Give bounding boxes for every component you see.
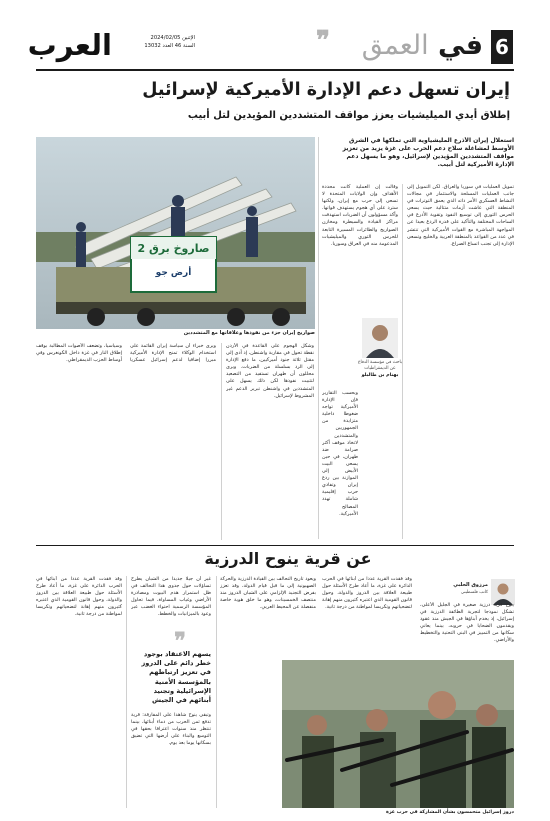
author2-name: مرزوق الحلبي [453, 582, 488, 588]
section-title [333, 30, 483, 66]
author-name: بهنام بن طالبلو [361, 373, 399, 378]
article2-column-1: ينوح قرية درزية صغيرة في الجليل الأعلى، تشكل نموذجا لتجربة الطائفة الدرزية في إسرائيل، إذ يخدم أبناؤها في الجيش منذ عقود ويقدمون الضحايا في حروبه، بينما يعاني سكانها من التمييز في البنى التحتية والتخطيط والأراضي. [420, 602, 514, 644]
article1-column-5: ويرى خبراء أن سياسة إيران القائمة على استخدام الوكلاء تمنح الإدارة الأميركية مبررا إضافيا لدعم إسرائيل عسكريا وسياسيا، وتضعف الأصوات المطالبة بوقف إطلاق النار في غزة داخل الكونغرس وفي أوساط الحزب الديمقراطي. [36, 343, 216, 364]
article2-column-2: وقد فقدت القرية عددا من أبنائها في الحرب الدائرة على غزة، ما أعاد طرح الأسئلة حول طبيعة العلاقة بين الدروز والدولة، وحول قانون القومية الذي اعتبره كثيرون منهم إهانة لتضحياتهم وتكريسا لمواطنة من درجة ثانية. [322, 576, 412, 611]
missile-sign-text: صاروخ برق 2 [137, 242, 210, 255]
quote-mark-icon: ❞ [316, 26, 330, 56]
column-divider [126, 576, 127, 808]
missile-photo [36, 137, 315, 329]
article1-column-1: تمويل العمليات في سوريا والعراق. لكن التمويل إلى جانب العمليات المسلحة والاستثمار في مجالات النشاط العسكري الأمر ذاته الذي يعمق التوترات في المنطقة التي عاشت أزمات متتالية حيث يسعى الحرس الثوري إلى توسيع النفوذ وتقوية الأذرع في الساحات المختلفة والتأكيد على قدرة الردع بعيدا عن المواجهة المباشرة مع القوات الأميركية التي تنتشر في عدد من القواعد بالمنطقة العربية والخليج وتسعى الإدارة إلى تجنب اتساع الصراع. [407, 184, 514, 247]
article1-column-4: وشكل الهجوم على القاعدة في الأردن نقطة تحول في مقاربة واشنطن، إذ أدى إلى مقتل ثلاثة جنود أميركيين، ما دفع الإدارة إلى الرد بسلسلة من الضربات. ويرى محللون أن طهران تستفيد من التصعيد لتثبيت نفوذها لكن ذلك يسهل على المتشددين في واشنطن تبرير الدعم غير المشروط لإسرائيل. [226, 343, 314, 399]
author2-role: كاتب فلسطيني [460, 590, 488, 595]
article1-column-3: وبحسب التقارير فإن الإدارة الأميركية تواجه ضغوطا داخلية متزايدة من الجمهوريين والمتشددين لاتخاذ موقف أكثر صرامة ضد طهران، في حين يسعى البيت الأبيض إلى الموازنة بين ردع إيران وتفادي حرب إقليمية شاملة تهدد المصالح الأميركية. [322, 390, 358, 517]
section-divider [36, 545, 514, 546]
photo2-caption: دروز إسرائيل متحمسون بشأن المشاركة في حرب غزة [385, 810, 514, 815]
article1-column-2: وقالت إن العملية كانت محددة الأهداف وإن الولايات المتحدة لا تسعى إلى حرب مع إيران، ولكنها سترد على أي هجوم يستهدف قواتها. وأكد مسؤولون أن الضربات استهدفت مراكز القيادة والسيطرة ومخازن الصواريخ والطائرات المسيرة التابعة للحرس الثوري والميليشيات المدعومة منه في العراق وسوريا. [322, 184, 398, 247]
section-title-accent: العمق [361, 30, 429, 61]
pull-quote-icon: ❞ [174, 628, 186, 654]
section-title-main: في [438, 30, 483, 61]
column-divider [318, 137, 319, 539]
masthead-meta [115, 34, 195, 50]
missile-sign-small-text: أرض جو [155, 268, 192, 278]
column-divider [221, 343, 222, 540]
newspaper-logo: العرب [27, 28, 112, 62]
second-headline: عن قرية ينوح الدرزية [204, 549, 372, 568]
soldiers-photo-illustration [282, 660, 514, 808]
issue-line: السنة 46 العدد 13032 [144, 43, 195, 49]
article2-column-4: غير أن جيلا جديدا من الشبان يطرح تساؤلات حول جدوى هذا التحالف في ظل استمرار هدم البيوت ومصادرة الأراضي وغياب المساواة، فيما تحاول المؤسسة الرسمية احتواء الغضب عبر وعود بالميزانيات والخطط. [131, 576, 211, 618]
missile-photo-illustration [36, 137, 315, 329]
author-role: باحث في مؤسسة الدفاع عن الديمقراطيات [357, 360, 403, 371]
article-lead: استغلال إيران الأذرع المليشياوية التي تملكها في الشرق الأوسط لمشاغلة سلاح دعم الحرب على غزة يزيد من تعزيز مواقف المتشددين المؤيدين لإسرائيل، وهو ما يسهل دعم الإدارة الأميركية لتل أبيب. [342, 137, 514, 168]
main-headline: إيران تسهل دعم الإدارة الأميركية لإسرائيل [142, 80, 510, 100]
article2-column-6: وقد فقدت القرية عددا من أبنائها في الحرب الدائرة على غزة، ما أعاد طرح الأسئلة حول طبيعة العلاقة بين الدروز والدولة، وحول قانون القومية الذي اعتبره كثيرون منهم إهانة لتضحياتهم وتكريسا لمواطنة من درجة ثانية. [36, 576, 122, 618]
article2-column-5: وتبقى ينوح شاهدا على المفارقة: قرية تدفع ثمن الحرب من دماء أبنائها، بينما تنتظر منذ سنوات اعترافا بحقها في التوسع والبناء على أرضها التي تضيق بسكانها يوما بعد يوم. [131, 712, 211, 747]
article2-column-3: ويعود تاريخ التحالف بين القيادة الدرزية والحركة الصهيونية إلى ما قبل قيام الدولة، وقد تعزز بفرض التجنيد الإلزامي على الشبان الدروز منذ منتصف الخمسينات، وهو ما خلق هوية خاصة منفصلة عن المحيط العربي. [220, 576, 316, 611]
photo-caption: صواريخ إيران جزء من نفوذها وعلاقاتها مع المتشددين [183, 330, 315, 336]
pull-quote: يسهم الاعتقاد بوجود خطر دائم على الدروز في تعزيز ارتباطهم بالمؤسسة الأمنية الإسرائيلية وتجنيد أبنائهم في الجيش [141, 650, 211, 705]
header-rule [36, 69, 514, 71]
column-divider [216, 576, 217, 808]
date-line: الإثنين 2024/02/05 [150, 35, 195, 41]
soldiers-photo [282, 660, 514, 808]
page-number-badge: 6 [491, 30, 513, 64]
sub-headline: إطلاق أيدي الميليشيات يعزز مواقف المتشددين المؤيدين لتل أبيب [187, 110, 510, 121]
author-avatar [362, 318, 398, 358]
